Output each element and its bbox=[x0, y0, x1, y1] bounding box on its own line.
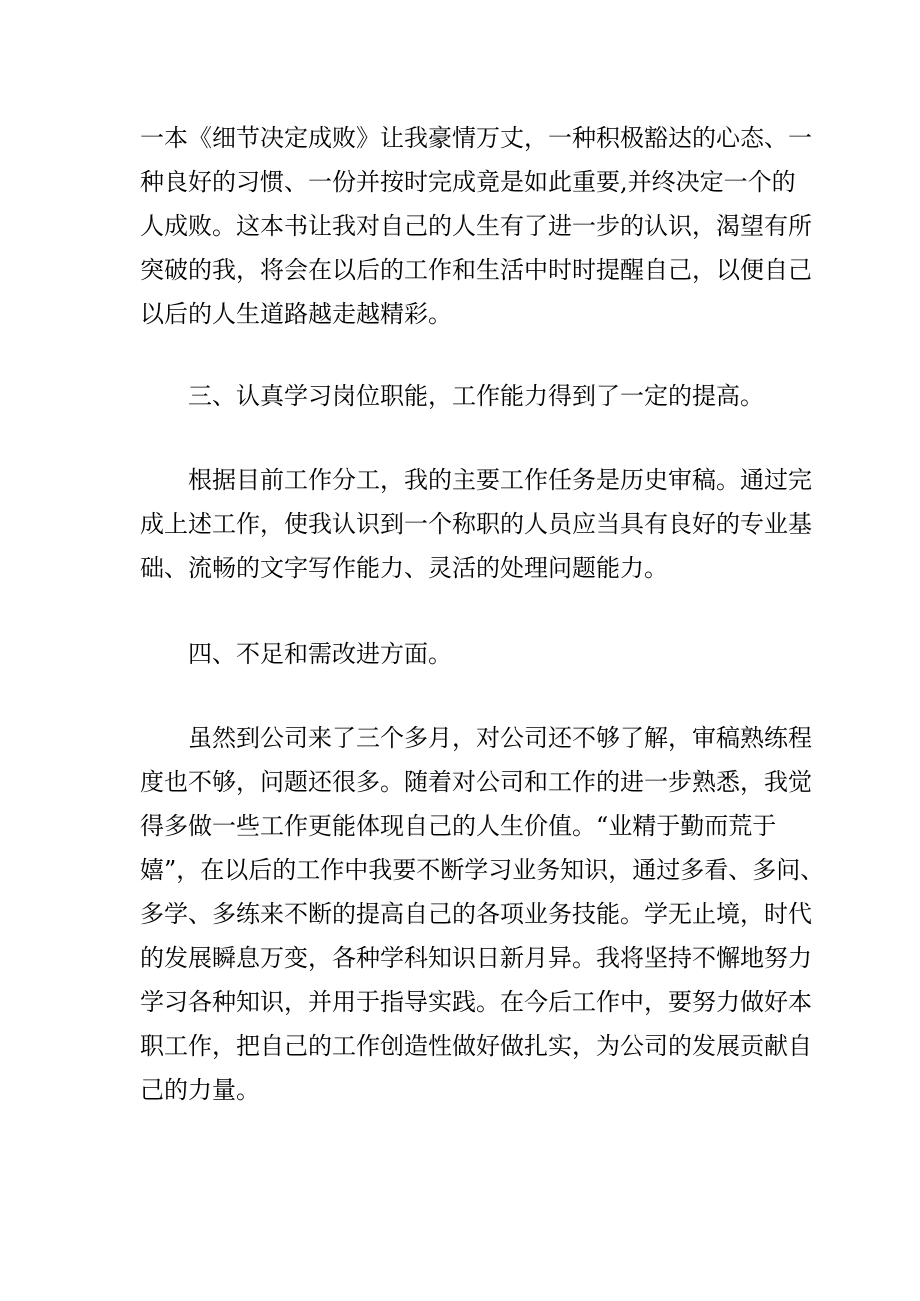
text-line: 人成败。这本书让我对自己的人生有了进一步的认识，渴望有所 bbox=[140, 212, 812, 240]
text-line: 根据目前工作分工，我的主要工作任务是历史审稿。通过完 bbox=[188, 466, 812, 494]
paragraph-job-duties bbox=[140, 458, 812, 590]
text-line: 种良好的习惯、一份并按时完成竟是如此重要,并终决定一个的 bbox=[140, 168, 796, 196]
text-line: 己的力量。 bbox=[140, 1076, 260, 1104]
section-heading-text: 四、不足和需改进方面。 bbox=[188, 640, 452, 668]
text-line: 多学、多练来不断的提高自己的各项业务技能。学无止境，时代 bbox=[140, 900, 812, 928]
text-line: 职工作，把自己的工作创造性做好做扎实，为公司的发展贡献自 bbox=[140, 1032, 812, 1060]
text-line: 度也不够，问题还很多。随着对公司和工作的进一步熟悉，我觉 bbox=[140, 768, 812, 796]
text-line: 以后的人生道路越走越精彩。 bbox=[140, 300, 452, 328]
text-line: 成上述工作，使我认识到一个称职的人员应当具有良好的专业基 bbox=[140, 510, 812, 538]
text-line: 础、流畅的文字写作能力、灵活的处理问题能力。 bbox=[140, 554, 668, 582]
paragraph-improvements bbox=[140, 716, 825, 1112]
text-line: 学习各种知识，并用于指导实践。在今后工作中，要努力做好本 bbox=[140, 988, 812, 1016]
text-line: 的发展瞬息万变，各种学科知识日新月异。我将坚持不懈地努力 bbox=[140, 944, 812, 972]
text-line: 一本《细节决定成败》让我豪情万丈，一种积极豁达的心态、一 bbox=[140, 124, 812, 152]
text-line: 虽然到公司来了三个多月，对公司还不够了解，审稿熟练程 bbox=[188, 724, 812, 752]
paragraph-reading-reflection bbox=[140, 116, 812, 336]
section-heading-text: 三、认真学习岗位职能，工作能力得到了一定的提高。 bbox=[188, 382, 764, 410]
text-line: 突破的我，将会在以后的工作和生活中时时提醒自己，以便自己 bbox=[140, 256, 812, 284]
text-line: 嬉”，在以后的工作中我要不断学习业务知识，通过多看、多问、 bbox=[140, 856, 825, 884]
text-line: 得多做一些工作更能体现自己的人生价值。“业精于勤而荒于 bbox=[140, 812, 777, 840]
section-heading-4 bbox=[140, 632, 800, 676]
section-heading-3 bbox=[140, 374, 800, 418]
